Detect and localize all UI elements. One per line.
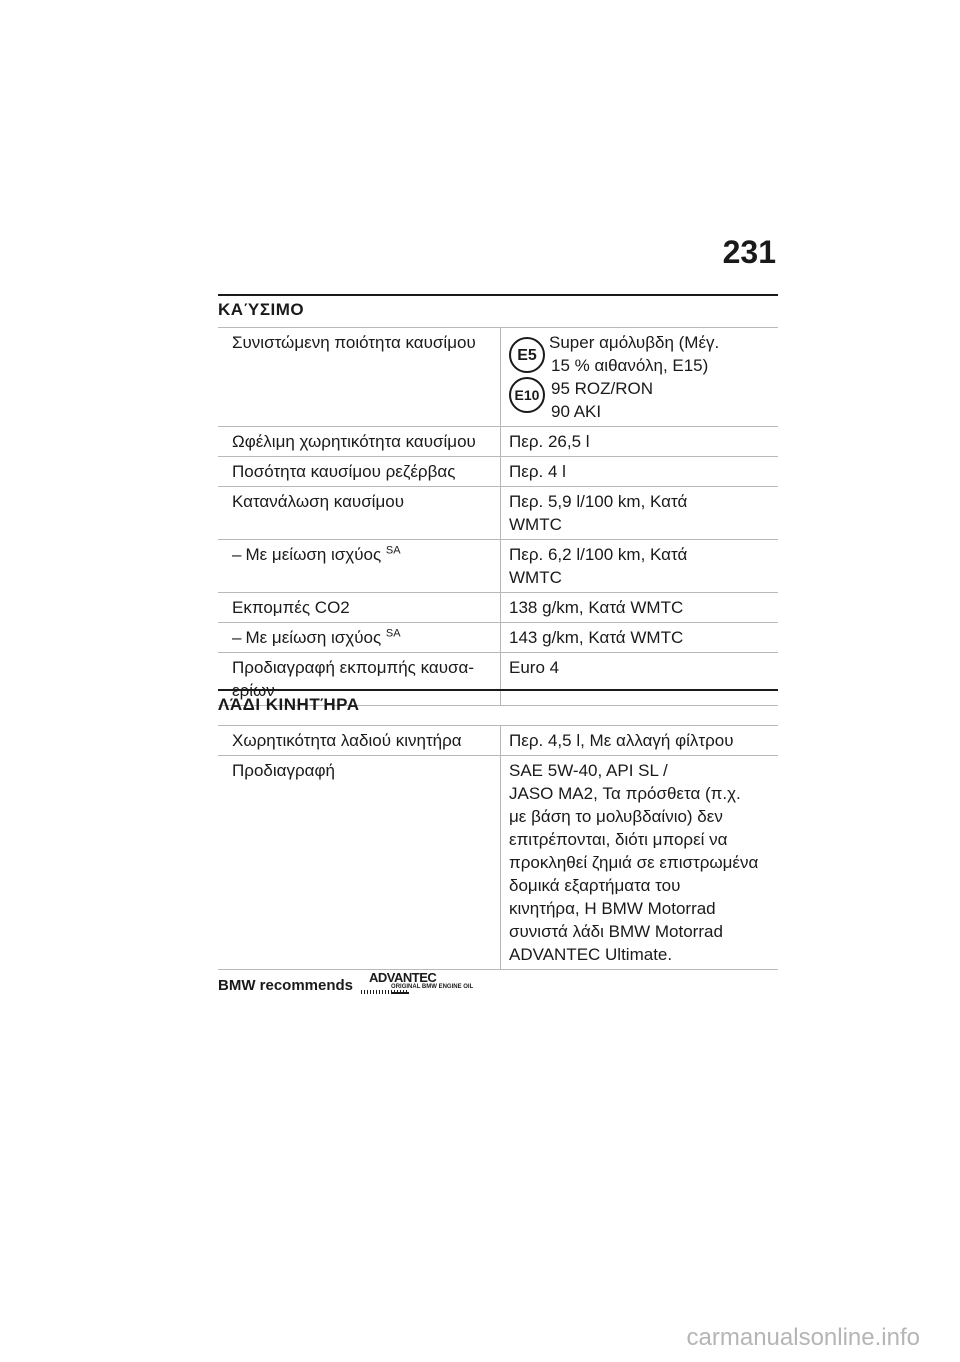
oil-spec-table: [218, 725, 778, 970]
logo-main-text: ADVANTEC: [369, 970, 437, 985]
row-value-line: κινητήρα, Η BMW Motorrad: [509, 899, 716, 918]
sa-superscript: SA: [385, 544, 401, 557]
table-row: [218, 756, 778, 970]
row-value: 138 g/km, Κατά WMTC: [501, 593, 779, 623]
row-value-line: δομικά εξαρτήματα του: [509, 876, 681, 895]
row-value-line: WMTC: [509, 568, 562, 587]
row-label: Χωρητικότητα λαδιού κινητήρα: [218, 726, 501, 756]
advantec-logo: [361, 970, 474, 996]
row-value: Περ. 4,5 l, Με αλλαγή φίλτρου: [501, 726, 779, 756]
fuel-quality-line: 95 ROZ/RON: [551, 379, 654, 398]
row-label-line: ερίων: [232, 681, 275, 700]
row-value: 143 g/km, Κατά WMTC: [501, 623, 779, 653]
bmw-recommends: [218, 970, 474, 996]
sa-superscript: SA: [385, 627, 401, 640]
logo-bar: [391, 992, 409, 994]
row-label: Ωφέλιμη χωρητικότητα καυσίμου: [218, 427, 501, 457]
table-row: [218, 457, 778, 487]
page-number: 231: [722, 234, 776, 270]
table-row: [218, 427, 778, 457]
table-row: [218, 328, 778, 427]
e10-fuel-icon: E10: [509, 377, 545, 413]
row-label: Ποσότητα καυσίμου ρεζέρβας: [218, 457, 501, 487]
fuel-quality-text: [549, 331, 719, 423]
table-row: [218, 540, 778, 593]
row-value: Περ. 26,5 l: [501, 427, 779, 457]
row-value-line: προκληθεί ζημιά σε επιστρωμένα: [509, 853, 759, 872]
row-value: [501, 328, 779, 427]
table-row: [218, 593, 778, 623]
dash: –: [232, 545, 242, 564]
row-value: [501, 540, 779, 593]
row-value-line: Περ. 5,9 l/100 km, Κατά: [509, 492, 688, 511]
fuel-section-rule: [218, 294, 778, 296]
row-value-line: WMTC: [509, 515, 562, 534]
row-value: Euro 4: [501, 653, 779, 706]
fuel-section-title: ΚΑΎΣΙΜΟ: [218, 300, 305, 319]
table-row: [218, 726, 778, 756]
row-value: [501, 487, 779, 540]
oil-section-rule: [218, 689, 778, 691]
row-label: Κατανάλωση καυσίμου: [218, 487, 501, 540]
row-value-line: συνιστά λάδι BMW Motorrad: [509, 922, 723, 941]
recommend-text: BMW recommends: [218, 977, 354, 994]
row-label: Εκπομπές CO2: [218, 593, 501, 623]
watermark: carmanualsonline.info: [686, 1324, 920, 1351]
row-value-line: Περ. 6,2 l/100 km, Κατά: [509, 545, 688, 564]
row-label-text: Με μείωση ισχύος: [245, 628, 382, 647]
row-label: Προδιαγραφή: [218, 756, 501, 970]
row-value: Περ. 4 l: [501, 457, 779, 487]
fuel-quality-line: 90 AKI: [551, 402, 602, 421]
logo-sub-text: ORIGINAL BMW ENGINE OIL: [391, 984, 474, 990]
dash: –: [232, 628, 242, 647]
fuel-quality-line: 15 % αιθανόλη, E15): [551, 356, 709, 375]
oil-section-title: ΛΆΔΙ ΚΙΝΗΤΉΡΑ: [218, 695, 360, 714]
row-value-line: με βάση το μολυβδαίνιο) δεν: [509, 807, 723, 826]
row-label-line: Προδιαγραφή εκπομπής καυσα-: [232, 658, 474, 677]
row-label: [218, 540, 501, 593]
row-value-line: JASO MA2, Τα πρόσθετα (π.χ.: [509, 784, 741, 803]
row-label-text: Με μείωση ισχύος: [245, 545, 382, 564]
row-value: [501, 756, 779, 970]
fuel-quality-line: Super αμόλυβδη (Μέγ.: [549, 333, 720, 352]
row-value-line: ADVANTEC Ultimate.: [509, 945, 673, 964]
e5-fuel-icon: E5: [509, 337, 545, 373]
table-row: [218, 487, 778, 540]
table-row: [218, 623, 778, 653]
row-value-line: SAE 5W-40, API SL /: [509, 761, 668, 780]
fuel-spec-table: [218, 327, 778, 706]
row-label: [218, 623, 501, 653]
fuel-badges: [509, 337, 545, 423]
row-value-line: επιτρέπονται, διότι μπορεί να: [509, 830, 728, 849]
row-label: Συνιστώμενη ποιότητα καυσίμου: [218, 328, 501, 427]
